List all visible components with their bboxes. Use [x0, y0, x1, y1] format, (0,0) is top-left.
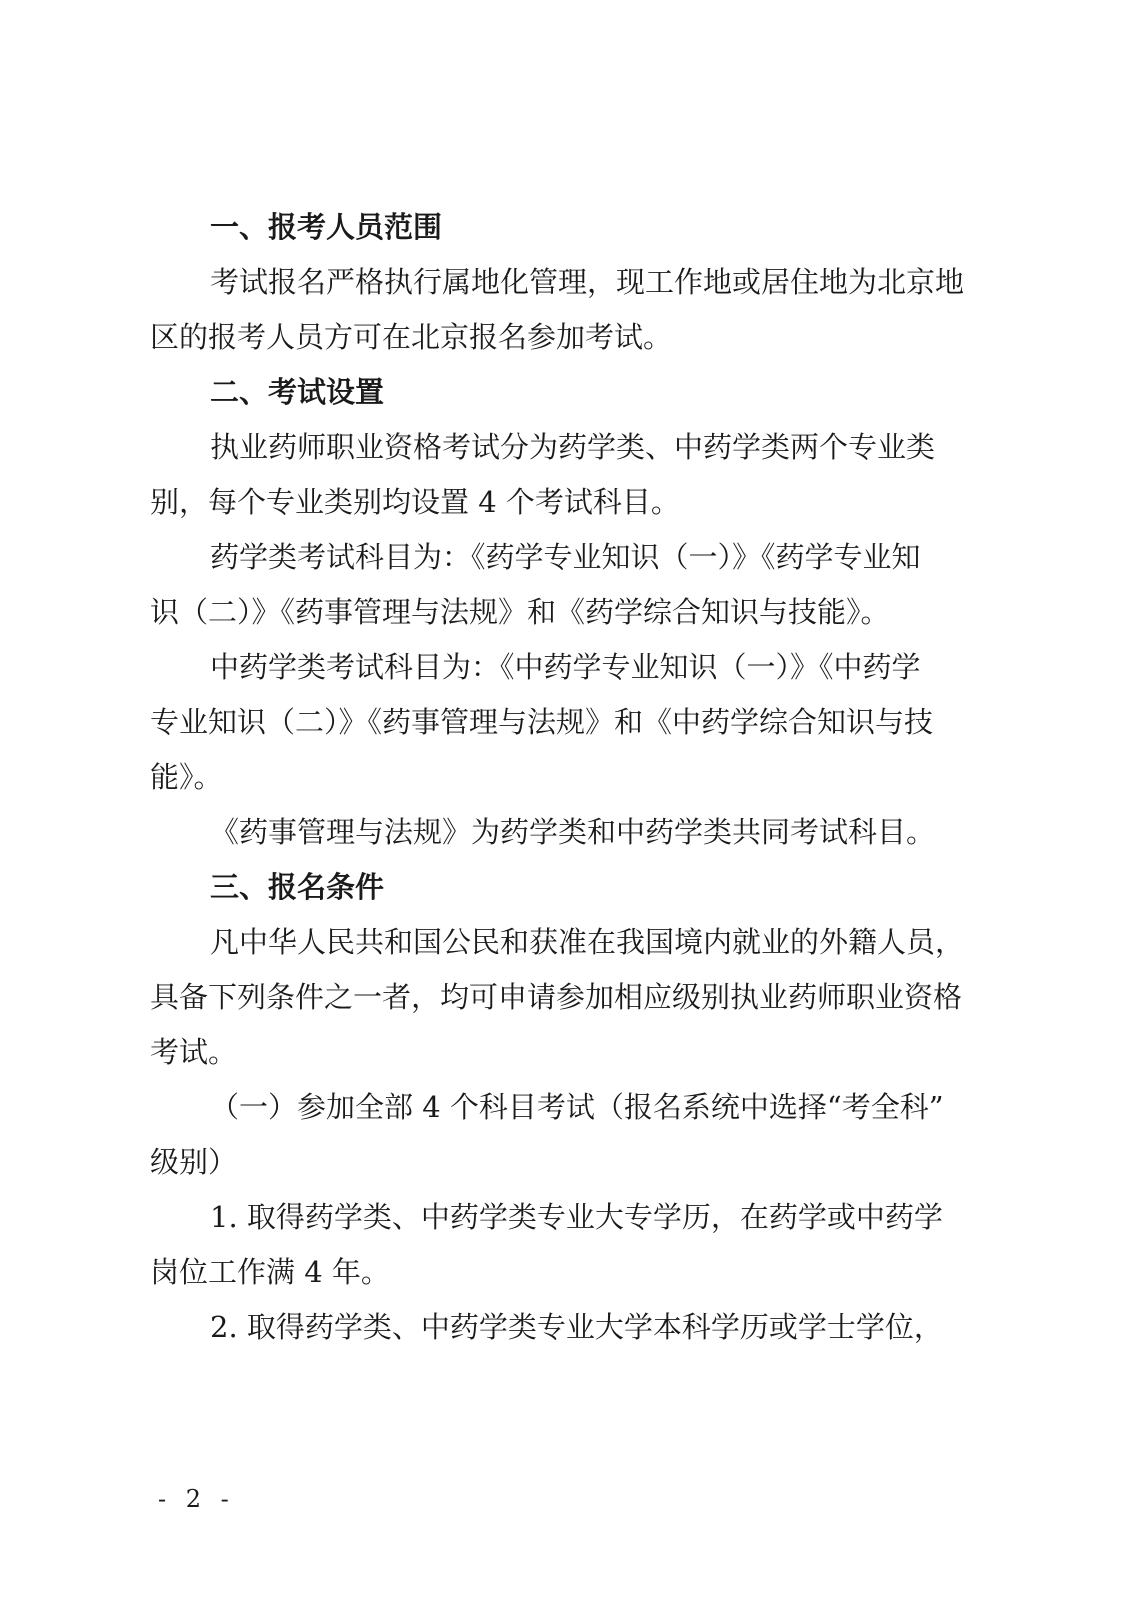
paragraph — [150, 640, 980, 805]
paragraph — [150, 1190, 980, 1300]
paragraph — [150, 530, 980, 640]
section-heading-2: 二、考试设置 — [210, 375, 385, 409]
paragraph — [150, 915, 980, 1080]
paragraph-line: （一）参加全部 4 个科目考试（报名系统中选择“考全科” — [210, 1090, 944, 1124]
paragraph-line: 中药学类考试科目为：《中药学专业知识（一）》《中药学 — [210, 650, 921, 684]
paragraph-line: 岗位工作满 4 年。 — [150, 1255, 390, 1289]
page-number: - 2 - — [158, 1485, 235, 1513]
paragraph — [150, 420, 980, 530]
paragraph — [150, 1080, 980, 1190]
paragraph-line: 专业知识（二）》《药事管理与法规》和《中药学综合知识与技 — [150, 705, 934, 739]
paragraph-line: 执业药师职业资格考试分为药学类、中药学类两个专业类 — [210, 430, 936, 464]
paragraph-line: 1. 取得药学类、中药学类专业大专学历，在药学或中药学 — [210, 1200, 943, 1234]
paragraph-line: 识（二）》《药事管理与法规》和《药学综合知识与技能》。 — [150, 595, 890, 629]
section-heading-1: 一、报考人员范围 — [210, 210, 443, 244]
paragraph-line: 级别） — [150, 1145, 238, 1179]
document-body — [150, 200, 980, 1355]
paragraph-line: 药学类考试科目为：《药学专业知识（一）》《药学专业知 — [210, 540, 921, 574]
paragraph-line: 2. 取得药学类、中药学类专业大学本科学历或学士学位， — [210, 1310, 943, 1344]
paragraph — [150, 1300, 980, 1355]
paragraph-line: 具备下列条件之一者，均可申请参加相应级别执业药师职业资格 — [150, 980, 963, 1014]
paragraph-line: 区的报考人员方可在北京报名参加考试。 — [150, 320, 673, 354]
paragraph — [150, 255, 980, 365]
paragraph-line: 考试。 — [150, 1035, 238, 1069]
paragraph-line: 别，每个专业类别均设置 4 个考试科目。 — [150, 485, 680, 519]
section-heading-3: 三、报名条件 — [210, 870, 385, 904]
paragraph-line: 凡中华人民共和国公民和获准在我国境内就业的外籍人员， — [210, 925, 965, 959]
paragraph — [150, 805, 980, 860]
paragraph-line: 能》。 — [150, 760, 223, 794]
paragraph-line: 《药事管理与法规》为药学类和中药学类共同考试科目。 — [210, 815, 936, 849]
paragraph-line: 考试报名严格执行属地化管理，现工作地或居住地为北京地 — [210, 265, 965, 299]
